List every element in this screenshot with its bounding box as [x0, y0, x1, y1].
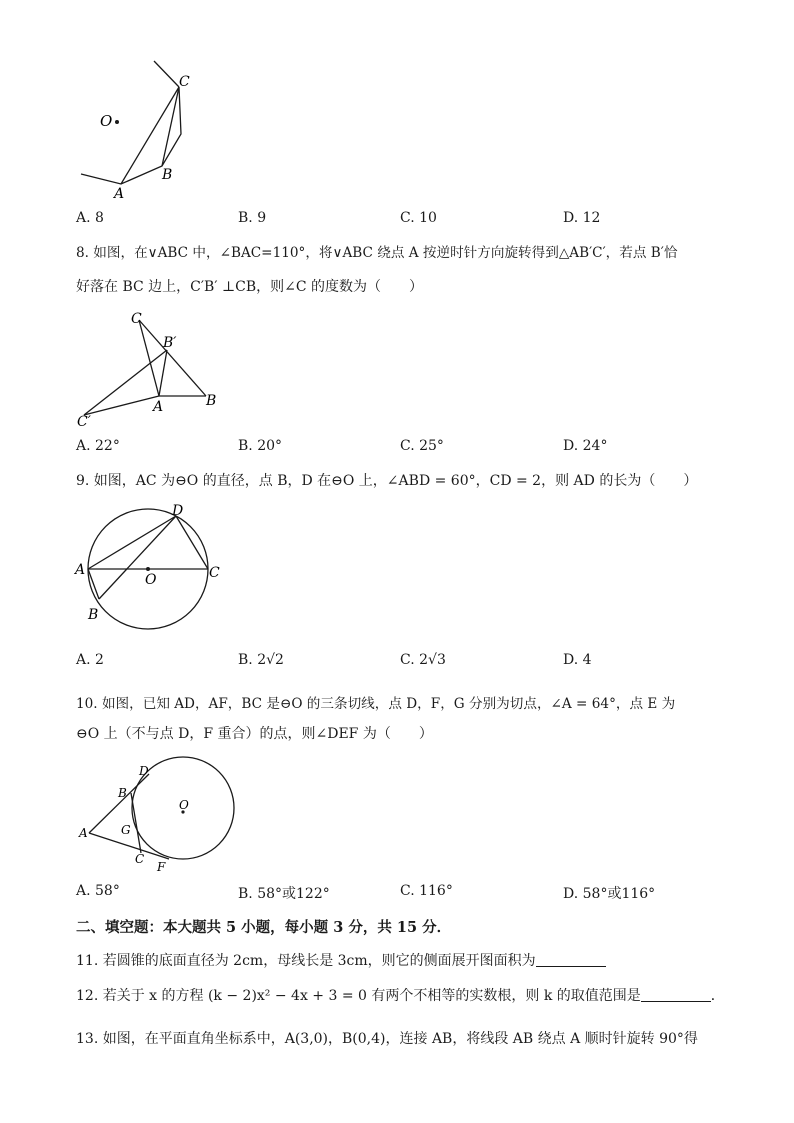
q8-question-line1: 8. 如图，在∨ABC 中，∠BAC=110°，将∨ABC 绕点 A 按逆时针方向旋转得到△AB′C′，若点 B′恰 [76, 245, 678, 261]
q8-figure [75, 305, 225, 430]
q12-question [76, 985, 725, 1005]
q9-label-o: O [145, 572, 157, 588]
q10-figure [75, 755, 240, 880]
q7-label-b: B [162, 167, 173, 183]
q7-option-b: B. 9 [238, 210, 267, 226]
q8-label-c: C [131, 311, 142, 327]
q10-label-g: G [121, 823, 131, 837]
q9-figure [72, 500, 232, 635]
q9-question-line1: 9. 如图，AC 为⊖O 的直径，点 B，D 在⊖O 上，∠ABD = 60°，CD = 2，则 AD 的长为（ ） [76, 473, 698, 489]
q10-option-a: A. 58° [76, 883, 120, 899]
q9-label-c: C [209, 565, 220, 581]
q7-figure [75, 55, 215, 205]
q8-option-b: B. 20° [238, 438, 283, 454]
q11-text: 11. 若圆锥的底面直径为 2cm，母线长是 3cm，则它的侧面展开图面积为 [76, 953, 536, 969]
q9-option-d: D. 4 [563, 652, 592, 668]
q8-option-a: A. 22° [76, 438, 120, 454]
q8-label-c-prime: C′ [77, 414, 91, 430]
q9-option-a: A. 2 [76, 652, 104, 668]
q8-option-d: D. 24° [563, 438, 608, 454]
q7-option-a: A. 8 [76, 210, 104, 226]
section-heading-fill-in: 二、填空题：本大题共 5 小题，每小题 3 分，共 15 分． [76, 919, 452, 936]
q10-option-c: C. 116° [400, 883, 453, 899]
q7-option-c: C. 10 [400, 210, 437, 226]
q10-label-a: A [79, 826, 88, 840]
q10-option-d: D. 58°或116° [563, 886, 656, 902]
q9-option-b: B. 2√2 [238, 652, 284, 668]
q9-label-b: B [88, 607, 99, 623]
q10-label-o: O [179, 798, 189, 812]
q8-label-a: A [153, 399, 164, 415]
q12-text: 12. 若关于 x 的方程 (k − 2)x² − 4x + 3 = 0 有两个不相等的实数根，则 k 的取值范围是 [76, 988, 641, 1004]
q8-option-c: C. 25° [400, 438, 444, 454]
q9-label-a: A [75, 562, 86, 578]
q11-question [76, 950, 606, 970]
q8-label-b: B [206, 393, 217, 409]
q7-option-d: D. 12 [563, 210, 601, 226]
q9-label-d: D [172, 503, 184, 519]
q12-end: ． [710, 988, 725, 1004]
q8-question-line2: 好落在 BC 边上，C′B′ ⊥CB，则∠C 的度数为（ ） [76, 279, 424, 295]
q7-label-c: C [179, 74, 190, 90]
q10-option-b: B. 58°或122° [238, 886, 330, 902]
q10-label-c: C [135, 852, 145, 866]
q8-label-b-prime: B′ [163, 335, 177, 351]
q12-answer-blank[interactable] [641, 987, 711, 1002]
q7-label-o: O [100, 112, 113, 130]
q7-label-a: A [114, 186, 125, 202]
q10-label-d: D [139, 764, 149, 778]
q11-answer-blank[interactable] [536, 952, 606, 967]
q10-label-b: B [118, 786, 127, 800]
q9-option-c: C. 2√3 [400, 652, 446, 668]
q13-question-line1: 13. 如图，在平面直角坐标系中，A(3,0)，B(0,4)，连接 AB，将线段 AB 绕点 A 顺时针旋转 90°得 [76, 1031, 698, 1047]
q10-label-f: F [157, 860, 166, 874]
q10-question-line1: 10. 如图，已知 AD，AF，BC 是⊖O 的三条切线，点 D，F，G 分别为切点，∠A = 64°，点 E 为 [76, 696, 676, 712]
q10-question-line2: ⊖O 上（不与点 D，F 重合）的点，则∠DEF 为（ ） [76, 726, 433, 742]
